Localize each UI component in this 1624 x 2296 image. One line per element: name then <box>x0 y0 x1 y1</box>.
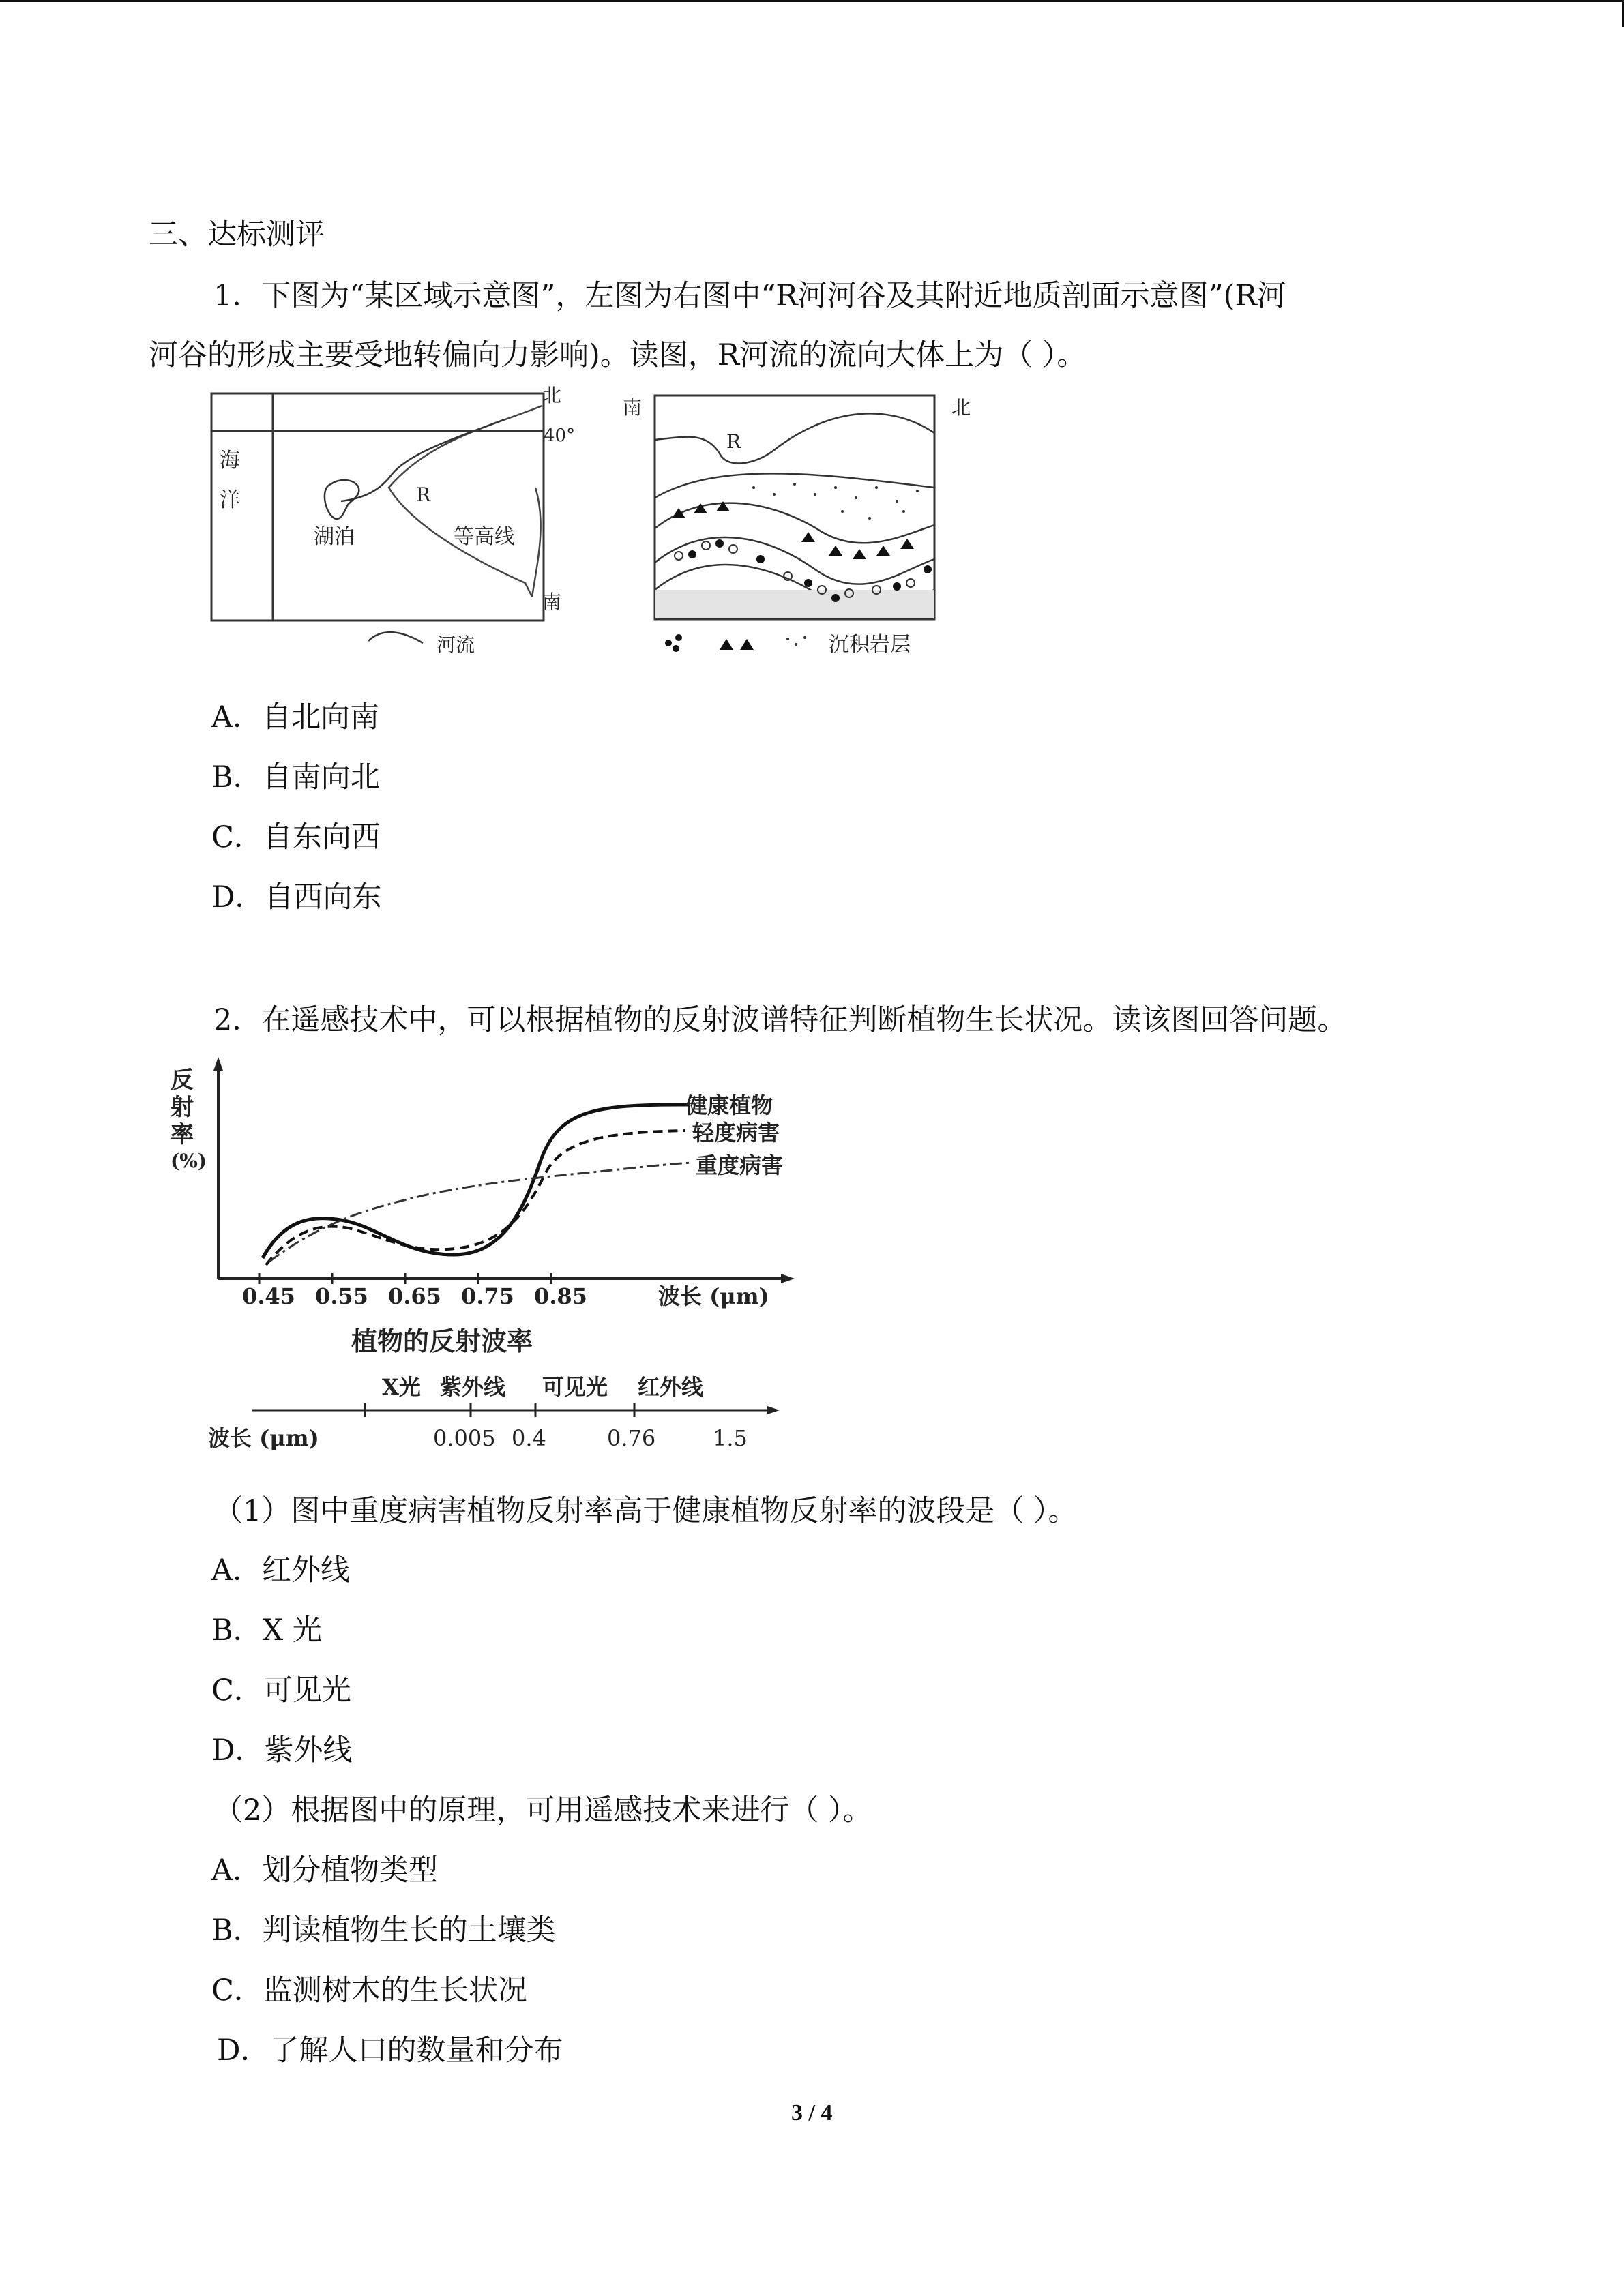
q2-sub1: （1）图中重度病害植物反射率高于健康植物反射率的波段是（ ）。 <box>213 1494 1078 1528</box>
map-legend-river: 河流 <box>437 633 475 656</box>
chart-ylabel-3: 率 <box>171 1121 194 1148</box>
map-river-r-label: R <box>416 483 431 506</box>
top-border-line <box>0 0 1624 2</box>
q2-sub2-option-b: B．判读植物生长的土壤类 <box>211 1913 556 1948</box>
q2-sub2: （2）根据图中的原理，可用遥感技术来进行（ ）。 <box>213 1793 872 1828</box>
band-infrared: 红外线 <box>638 1374 704 1400</box>
q1-stem-line2: 河谷的形成主要受地转偏向力影响)。读图，R河流的流向大体上为（ ）。 <box>149 338 1087 372</box>
band-axis-label: 波长 (μm) <box>208 1425 319 1451</box>
chart-xlabel: 波长 (μm) <box>658 1283 769 1309</box>
legend-severe: 重度病害 <box>696 1152 784 1178</box>
band-uv: 紫外线 <box>440 1374 506 1400</box>
x-tick-label: 0.55 <box>315 1283 368 1309</box>
q2-sub1-option-b: B．X 光 <box>211 1613 322 1648</box>
band-tick-0: 0.005 <box>433 1425 496 1451</box>
band-tick-3: 1.5 <box>713 1425 748 1451</box>
map-south-label: 南 <box>542 591 562 613</box>
cross-section-figure <box>617 385 986 665</box>
page-number: 3 / 4 <box>791 2100 833 2126</box>
section-north-label: 北 <box>951 396 971 419</box>
band-tick-2: 0.76 <box>607 1425 656 1451</box>
x-tick-label: 0.75 <box>461 1283 514 1309</box>
chart-ylabel-1: 反 <box>171 1067 194 1094</box>
section-south-label: 南 <box>623 396 643 419</box>
q2-sub1-option-c: C．可见光 <box>211 1673 351 1708</box>
chart-ylabel-4: (%) <box>171 1150 207 1172</box>
q1-stem-line1: 1．下图为“某区域示意图”，左图为右图中“R河河谷及其附近地质剖面示意图”(R河 <box>213 279 1286 313</box>
q2-stem: 2．在遥感技术中，可以根据植物的反射波谱特征判断植物生长状况。读该图回答问题。 <box>213 1003 1347 1037</box>
band-visible: 可见光 <box>542 1374 608 1400</box>
series-severe-line <box>269 1163 692 1262</box>
q2-sub2-option-a: A．划分植物类型 <box>211 1853 439 1888</box>
legend-mild: 轻度病害 <box>692 1120 780 1146</box>
chart-ylabel-2: 射 <box>171 1094 194 1121</box>
q2-sub1-option-a: A．红外线 <box>211 1553 351 1587</box>
section-legend-sedimentary: 沉积岩层 <box>829 633 911 657</box>
reflectance-chart <box>147 1050 951 1473</box>
x-tick-label: 0.45 <box>242 1283 295 1309</box>
map-contour-label: 等高线 <box>454 525 515 549</box>
q1-option-c: C．自东向西 <box>211 820 381 854</box>
series-healthy-line <box>263 1105 689 1258</box>
map-ocean-label-1: 海 <box>220 449 240 473</box>
legend-healthy: 健康植物 <box>685 1092 773 1118</box>
q1-option-a: A．自北向南 <box>211 700 380 734</box>
chart-title: 植物的反射波率 <box>351 1326 533 1356</box>
band-xray: X光 <box>382 1374 421 1400</box>
map-lake-label: 湖泊 <box>314 525 355 549</box>
q2-sub1-option-d: D．紫外线 <box>211 1733 353 1768</box>
band-tick-1: 0.4 <box>512 1425 546 1451</box>
q1-option-b: B．自南向北 <box>211 760 380 794</box>
q2-sub2-option-d: D．了解人口的数量和分布 <box>217 2033 563 2068</box>
map-north-label: 北 <box>542 384 562 406</box>
series-mild-line <box>266 1131 685 1265</box>
section-title: 三、达标测评 <box>149 218 325 252</box>
map-lat-label: 40° <box>544 426 576 446</box>
section-river-r-label: R <box>726 430 741 453</box>
region-map-figure <box>205 384 576 665</box>
x-tick-label: 0.85 <box>534 1283 587 1309</box>
q2-sub2-option-c: C．监测树木的生长状况 <box>211 1973 527 2008</box>
q1-option-d: D．自西向东 <box>211 880 382 914</box>
x-tick-label: 0.65 <box>388 1283 441 1309</box>
map-ocean-label-2: 洋 <box>220 488 240 512</box>
